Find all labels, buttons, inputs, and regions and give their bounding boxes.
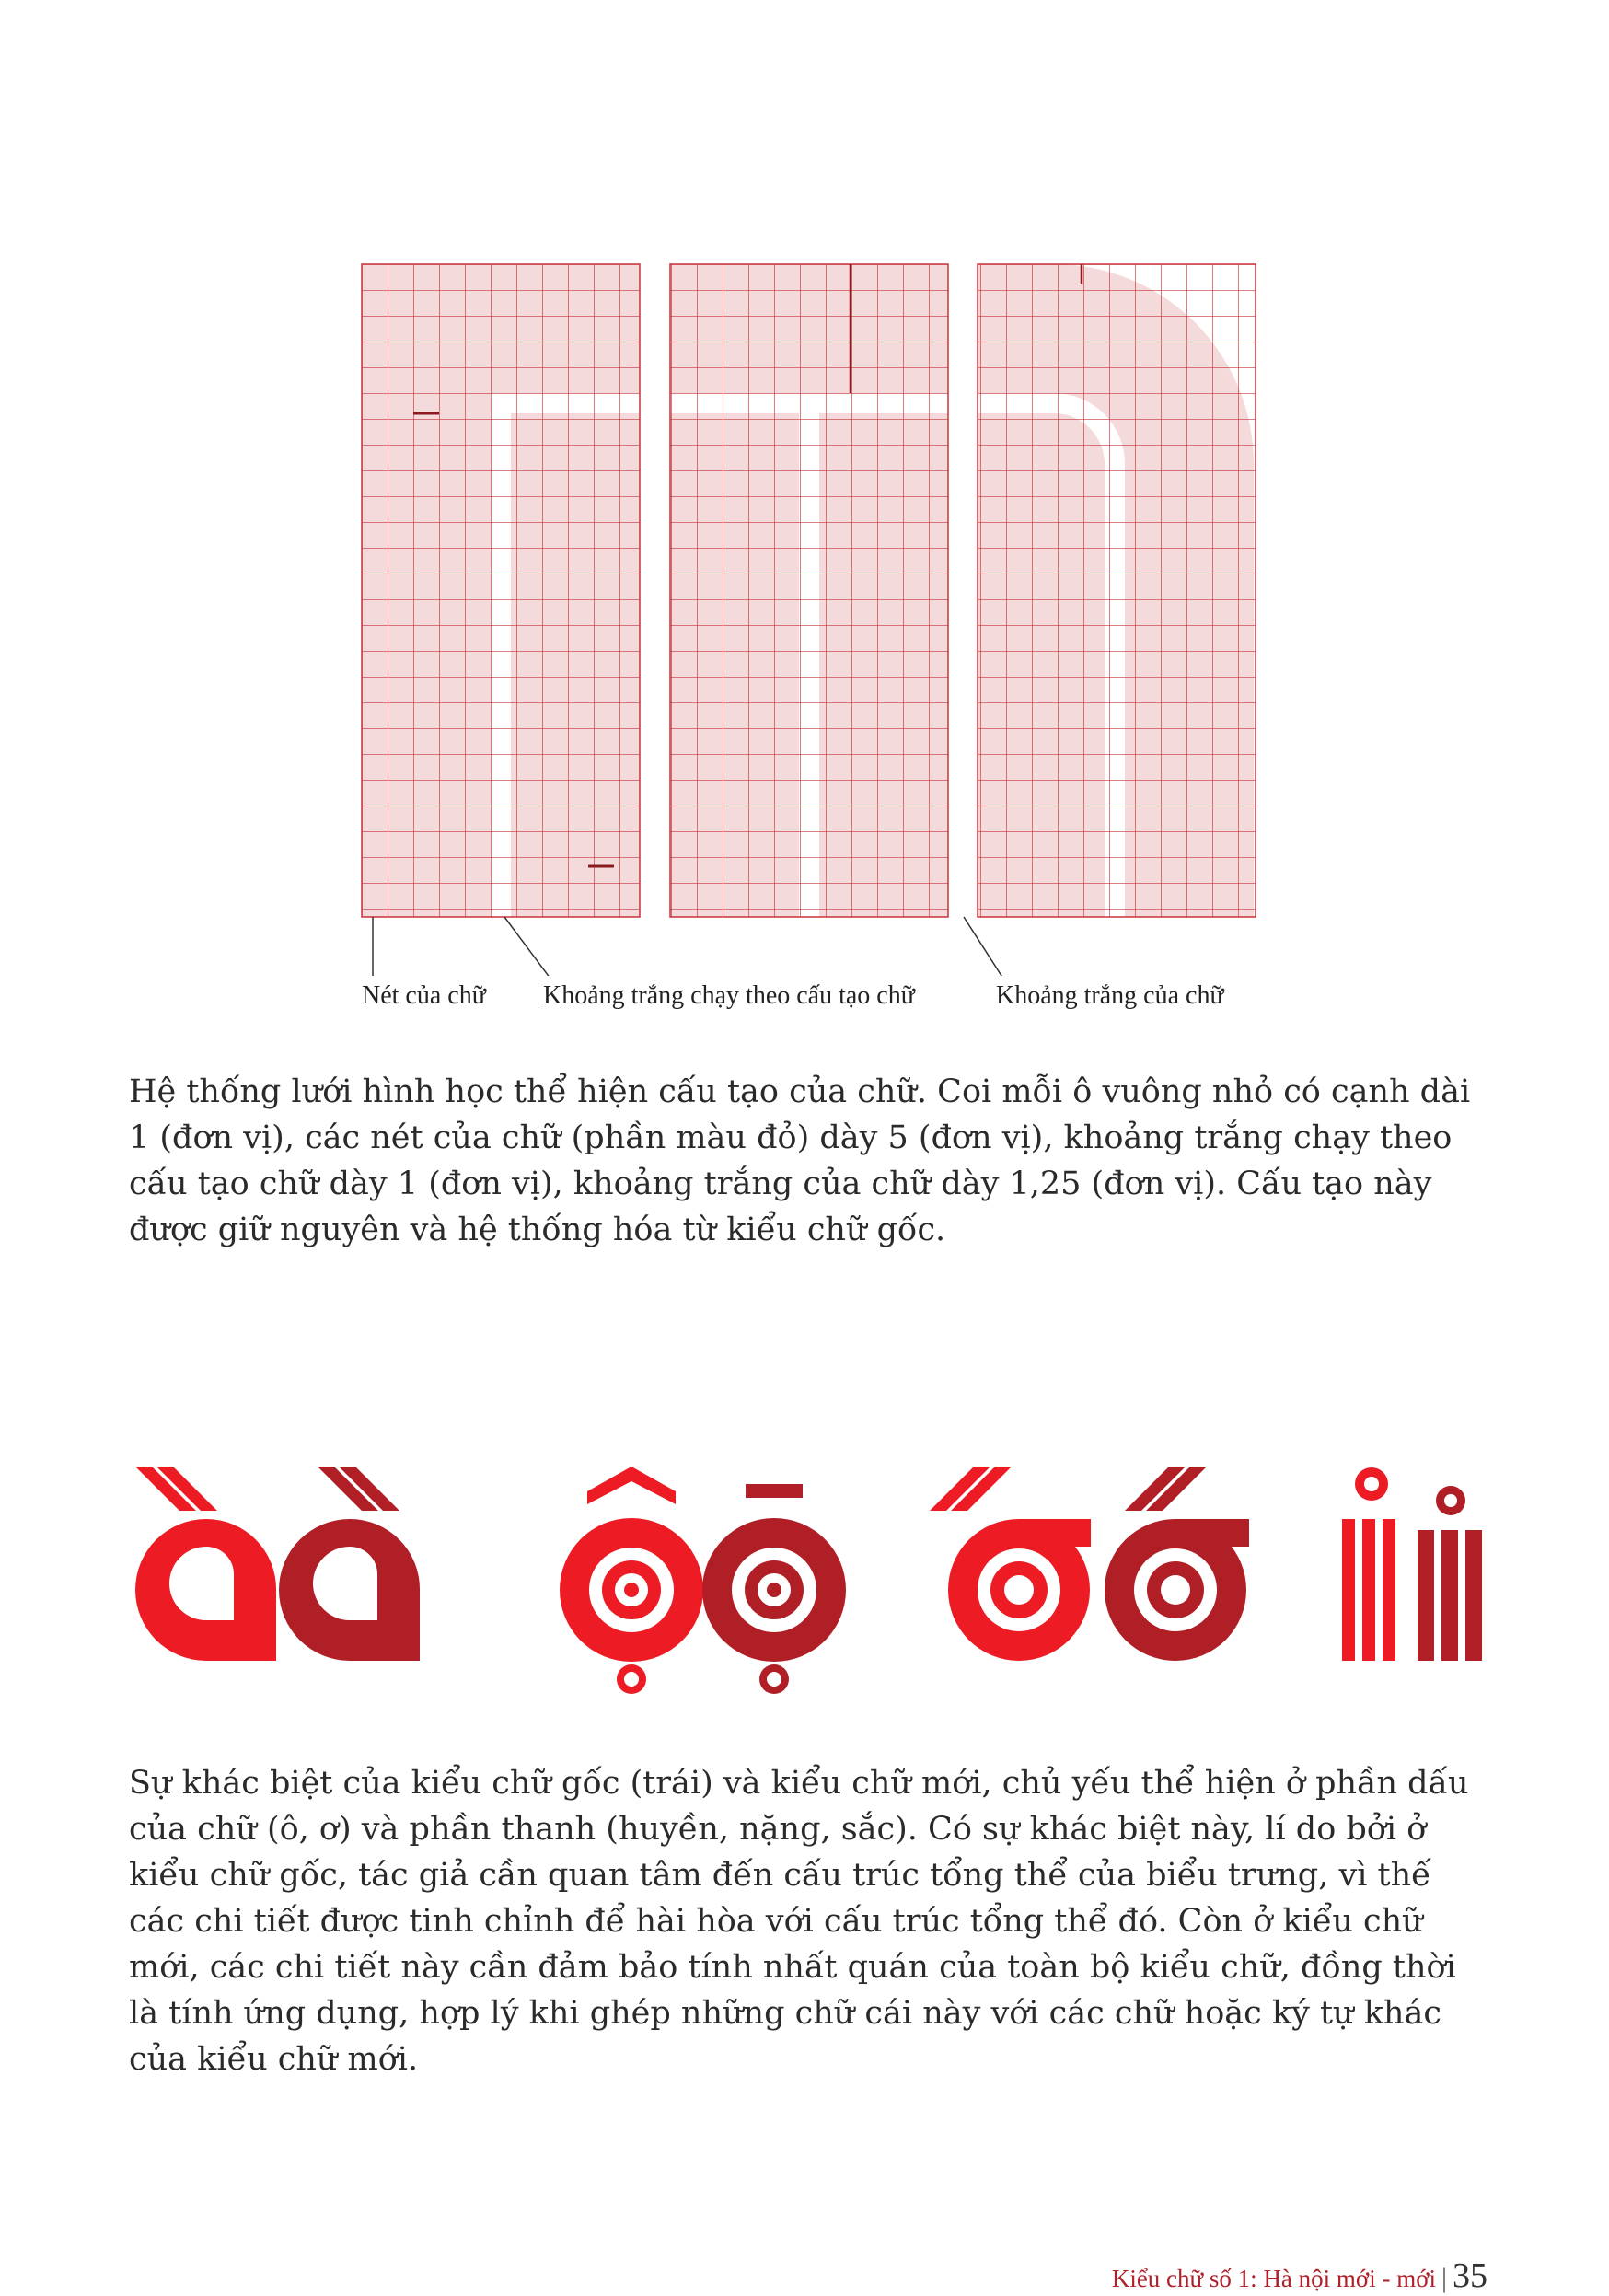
caption-counter-space: Khoảng trắng chạy theo cấu tạo chữ bbox=[543, 981, 915, 1010]
caption-stroke: Nét của chữ bbox=[362, 981, 486, 1010]
glyph-a-grave-original bbox=[135, 1467, 276, 1661]
page-footer bbox=[1112, 2255, 1487, 2296]
footer-separator: | bbox=[1441, 2263, 1447, 2293]
paragraph-grid-description: Hệ thống lưới hình học thể hiện cấu tạo của chữ. Coi mỗi ô vuông nhỏ có cạnh dài 1 (đơn vị), các nét của chữ (phần màu đỏ) dày 5 (đơn vị), khoảng trắng chạy theo cấu tạo chữ dày 1 (đơn vị), khoảng trắng của chữ dày 1,25 (đơn vị). Cấu tạo này được giữ nguyên và hệ thống hóa từ kiểu chữ gốc. bbox=[129, 1073, 1471, 1248]
glyph-comparison-figure bbox=[0, 1436, 1609, 1712]
caption-letter-space: Khoảng trắng của chữ bbox=[996, 981, 1224, 1010]
grid-block-3 bbox=[978, 264, 1256, 917]
glyph-o-horn-acute-original bbox=[930, 1467, 1091, 1661]
grid-construction-figure bbox=[0, 0, 1609, 976]
leader-line-counter bbox=[504, 917, 550, 976]
running-title: Kiểu chữ số 1: Hà nội mới - mới bbox=[1111, 2265, 1436, 2292]
grid-block-2 bbox=[670, 264, 948, 917]
leader-line-letterspace bbox=[964, 917, 1003, 976]
page-number: 35 bbox=[1453, 2256, 1487, 2295]
paragraph-glyph-differences: Sự khác biệt của kiểu chữ gốc (trái) và kiểu chữ mới, chủ yếu thể hiện ở phần dấu của chữ (ô, ơ) và phần thanh (huyền, nặng, sắc). Có sự khác biệt này, lí do bởi ở kiểu chữ gốc, tác giả cần quan tâm đến cấu trúc tổng thể của biểu trưng, vì thế các chi tiết được tinh chỉnh để hài hòa với cấu trúc tổng thể đó. Còn ở kiểu chữ mới, các chi tiết này cần đảm bảo tính nhất quán của toàn bộ kiểu chữ, đồng thời là tính ứng dụng, hợp lý khi ghép những chữ cái này với các chữ hoặc ký tự khác của kiểu chữ mới. bbox=[129, 1765, 1469, 2078]
glyph-o-circumflex-dot-original bbox=[560, 1467, 703, 1694]
glyph-a-grave-new bbox=[279, 1467, 420, 1661]
grid-block-1 bbox=[362, 264, 640, 917]
glyph-i-hook-original bbox=[1342, 1467, 1395, 1661]
glyph-i-hook-new bbox=[1418, 1486, 1482, 1661]
glyph-o-circumflex-dot-new bbox=[702, 1484, 846, 1694]
glyph-o-horn-acute-new bbox=[1105, 1467, 1249, 1661]
